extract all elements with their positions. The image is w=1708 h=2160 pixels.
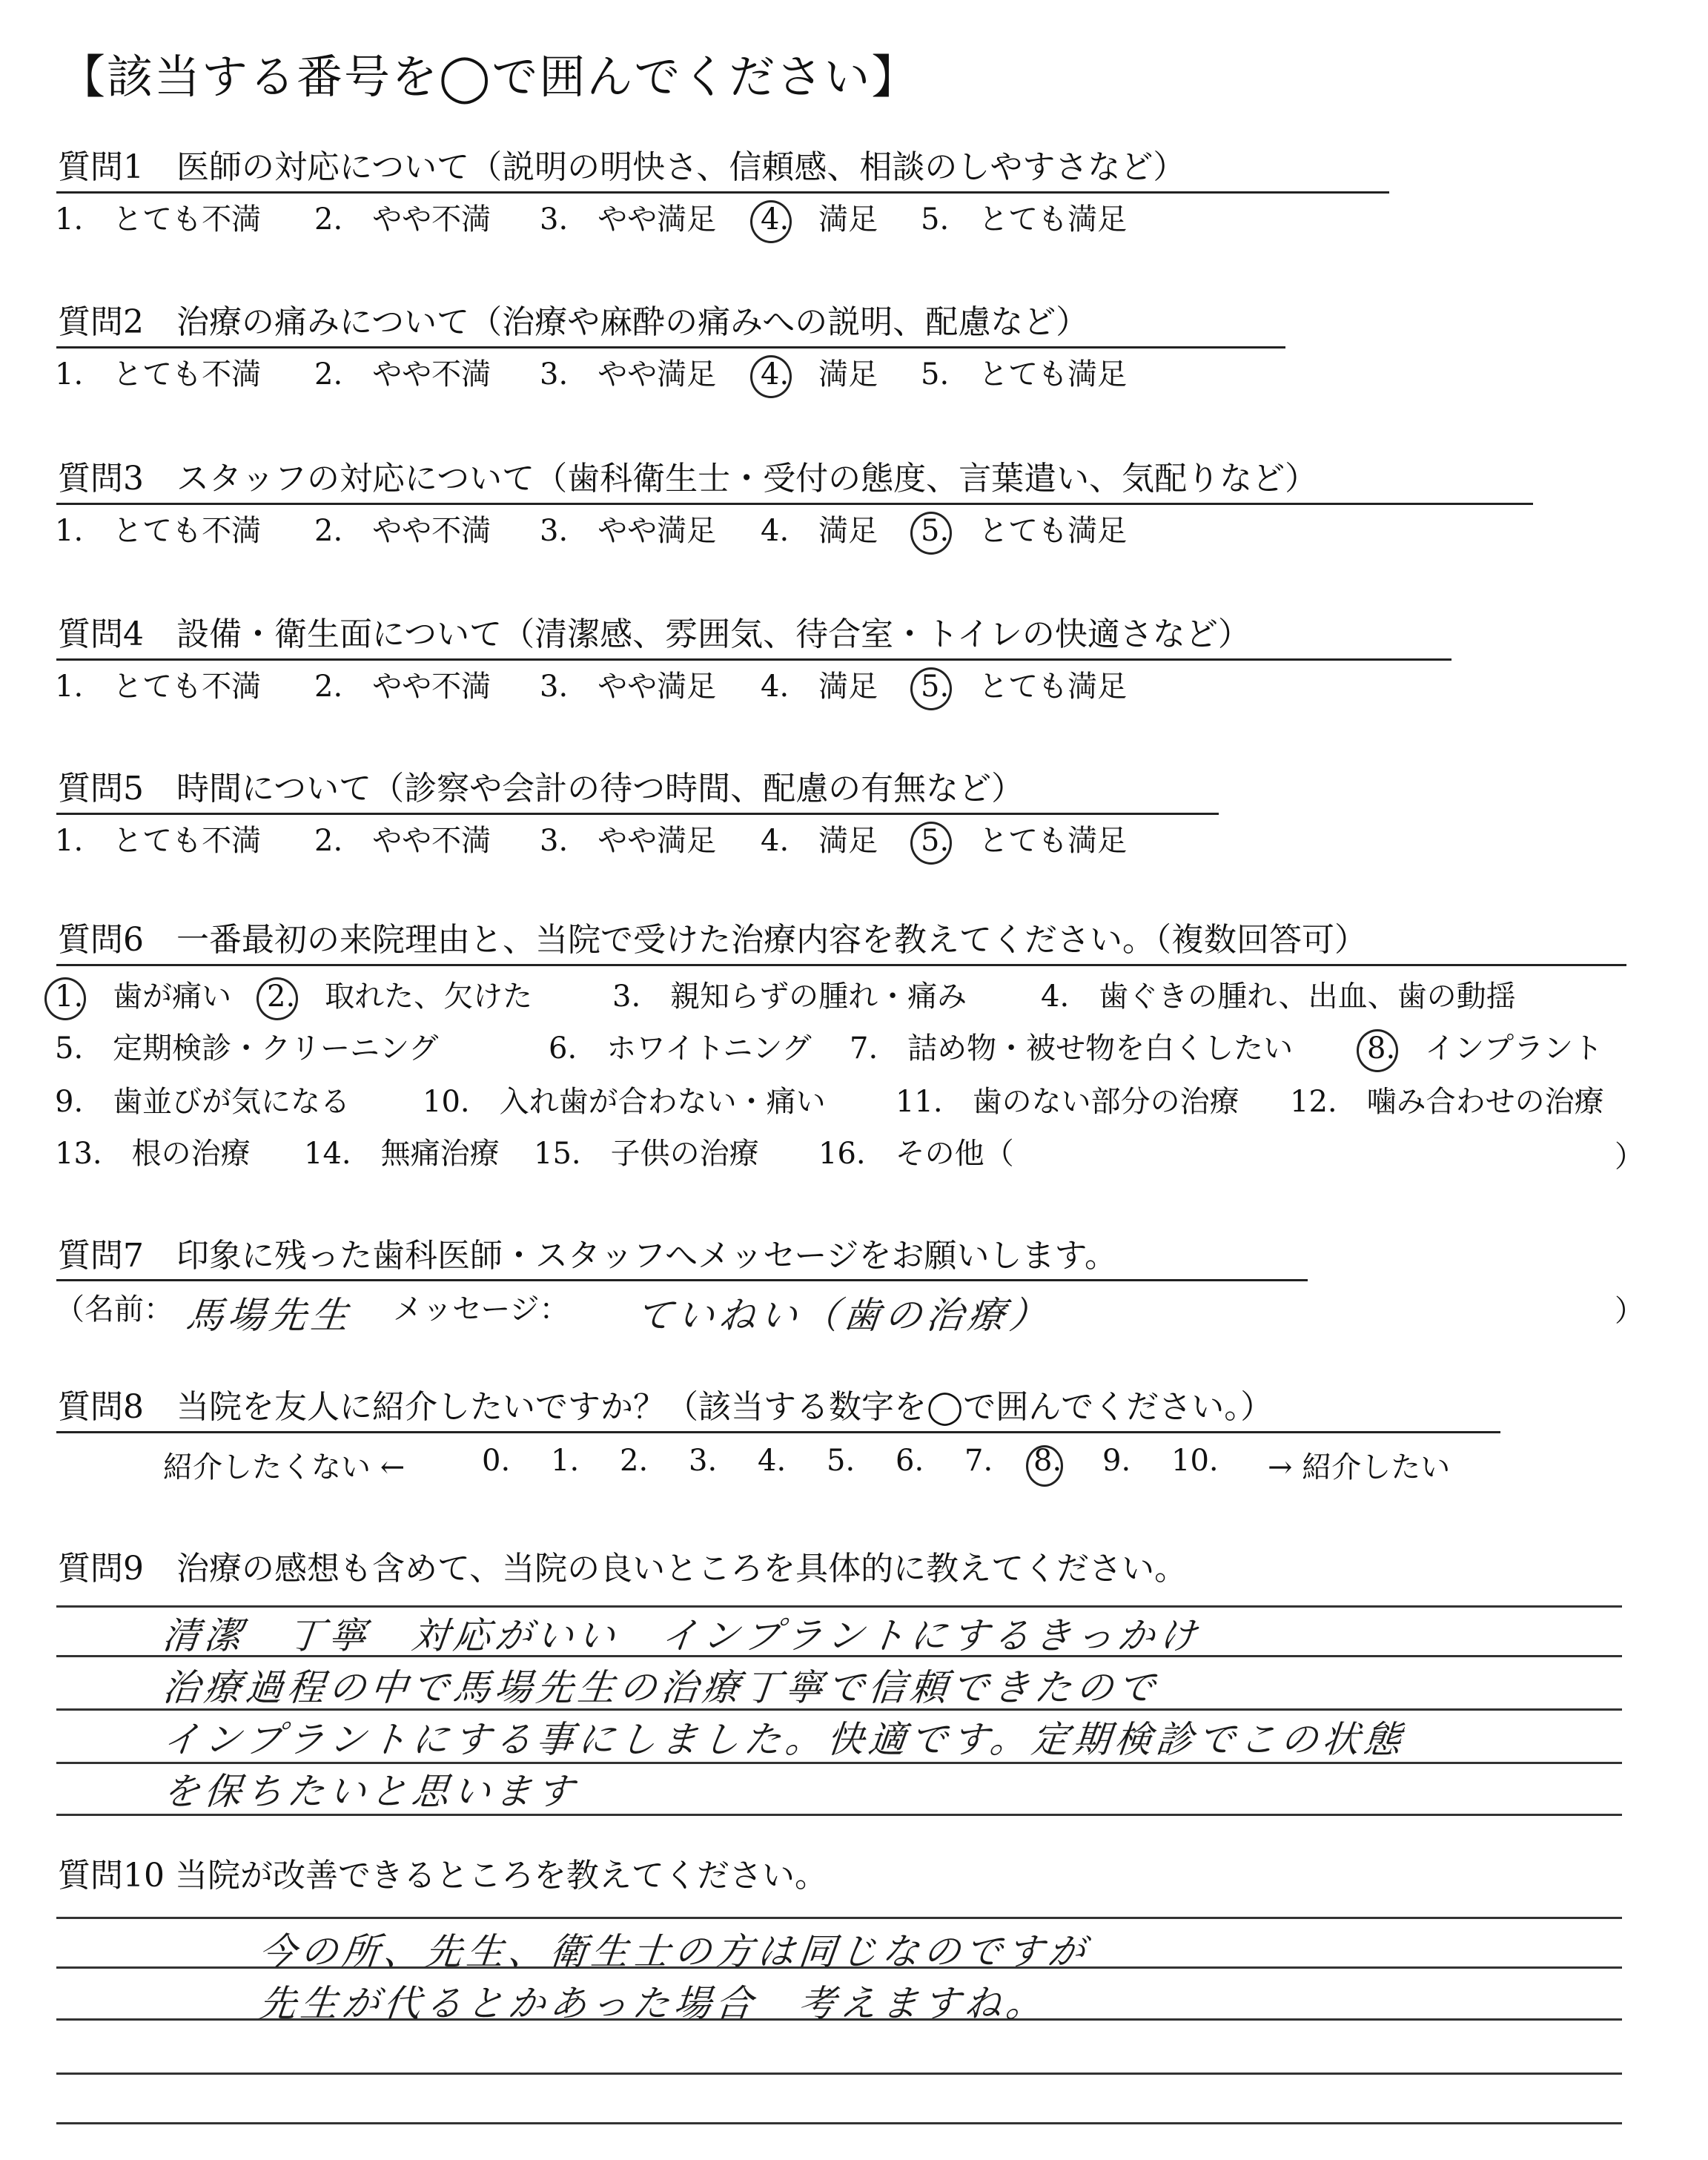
question-1-options [55,199,1241,240]
q6-option-6[interactable]: 6. ホワイトニング [549,1031,812,1066]
question-4-label: 質問4 設備・衛生面について（清潔感、雰囲気、待合室・トイレの快適さなど） [58,615,1251,653]
q5-option-5[interactable]: 5. とても満足 [921,820,1127,862]
q6-option-15[interactable]: 15. 子供の治療 [534,1137,759,1171]
q1-option-1[interactable]: 1. とても不満 [55,202,262,237]
recommend-score-7[interactable]: 7. [964,1444,993,1478]
q4-option-1[interactable]: 1. とても不満 [55,670,262,704]
q3-option-4[interactable]: 4. 満足 [761,514,878,548]
q3-option-5[interactable]: 5. とても満足 [921,510,1127,552]
q4-option-5[interactable]: 5. とても満足 [921,666,1127,707]
q10-rule-0 [56,1917,1622,1919]
q3-option-3[interactable]: 3. やや満足 [540,514,717,548]
q9-answer-line-3[interactable]: インプラントにする事にしました。快適です。定期検診でこの状態 [160,1718,1408,1761]
q2-option-1[interactable]: 1. とても不満 [55,357,262,392]
q7-name-value[interactable]: 馬場先生 [184,1294,355,1337]
q4-option-4[interactable]: 4. 満足 [761,670,878,704]
q6-options-row-1 [55,976,1641,1017]
recommend-score-5[interactable]: 5. [827,1444,855,1478]
q2-option-3[interactable]: 3. やや満足 [540,357,717,392]
question-2-label: 質問2 治療の痛みについて（治療や麻酔の痛みへの説明、配慮など） [58,303,1089,341]
q6-options-row-3 [55,1081,1641,1123]
q6-option-14[interactable]: 14. 無痛治療 [304,1137,500,1171]
q6-option-3[interactable]: 3. 親知らずの腫れ・痛み [612,980,967,1014]
q6-option-4[interactable]: 4. 歯ぐきの腫れ、出血、歯の動揺 [1041,980,1516,1014]
q6-options-row-4 [55,1133,1641,1175]
recommend-scale [163,1444,1497,1488]
recommend-score-10[interactable]: 10. [1171,1444,1219,1478]
question-7-underline [56,1279,1308,1281]
q1-option-4[interactable]: 4. 満足 [761,199,878,240]
q3-option-2[interactable]: 2. やや不満 [314,514,491,548]
question-4-options [55,666,1241,707]
q6-option-2[interactable]: 2. 取れた、欠けた [267,976,532,1017]
q6-option-8[interactable]: 8. インプラント [1367,1028,1603,1069]
q6-options-row-2 [55,1028,1641,1069]
question-6-label: 質問6 一番最初の来院理由と、当院で受けた治療内容を教えてください。（複数回答可） [58,921,1367,959]
q5-option-4[interactable]: 4. 満足 [761,824,878,858]
q6-option-7[interactable]: 7. 詰め物・被せ物を白くしたい [850,1031,1294,1066]
q6-option-12[interactable]: 12. 噛み合わせの治療 [1290,1085,1604,1119]
q6-option-11[interactable]: 11. 歯のない部分の治療 [896,1085,1239,1119]
question-3-underline [56,503,1533,505]
question-9-label: 質問9 治療の感想も含めて、当院の良いところを具体的に教えてください。 [58,1550,1188,1588]
recommend-score-2[interactable]: 2. [620,1444,649,1478]
question-3-options [55,510,1241,552]
q2-option-5[interactable]: 5. とても満足 [921,357,1128,392]
question-3-label: 質問3 スタッフの対応について（歯科衛生士・受付の態度、言葉遣い、気配りなど） [58,460,1318,498]
q1-option-3[interactable]: 3. やや満足 [540,202,717,237]
question-5-underline [56,813,1219,815]
q4-option-2[interactable]: 2. やや不満 [314,670,491,704]
q10-answer-line-2[interactable]: 先生が代るとかあった場合 考えますね。 [256,1982,1050,2025]
recommend-score-6[interactable]: 6. [896,1444,924,1478]
recommend-score-4[interactable]: 4. [758,1444,787,1478]
recommend-score-9[interactable]: 9. [1102,1444,1131,1478]
q2-option-4[interactable]: 4. 満足 [761,354,878,395]
recommend-score-3[interactable]: 3. [689,1444,718,1478]
q5-option-3[interactable]: 3. やや満足 [540,824,717,858]
recommend-score-0[interactable]: 0. [482,1444,511,1478]
question-2-options [55,354,1241,395]
q7-name-label: （名前： [55,1292,173,1327]
q10-rule-3 [56,2073,1622,2075]
question-8-label: 質問8 当院を友人に紹介したいですか？（該当する数字を◯で囲んでください。） [58,1388,1274,1426]
question-4-underline [56,658,1452,661]
q7-close-paren: ） [1615,1294,1644,1328]
q6-other-close-paren: ） [1615,1140,1644,1174]
q7-message-value[interactable]: ていねい（歯の治療） [633,1294,1053,1337]
question-7-label: 質問7 印象に残った歯科医師・スタッフへメッセージをお願いします。 [58,1237,1117,1275]
recommend-score-1[interactable]: 1. [551,1444,580,1478]
question-8-underline [56,1431,1500,1433]
recommend-scale-left-label: 紹介したくない ← [163,1450,406,1484]
recommend-score-8[interactable]: 8. [1033,1444,1062,1478]
q7-message-label: メッセージ： [393,1292,569,1327]
q9-answer-line-1[interactable]: 清潔 丁寧 対応がいい インプラントにするきっかけ [160,1614,1203,1657]
recommend-scale-right-label: → 紹介したい [1268,1450,1451,1484]
page-title: 【該当する番号を◯で囲んでください】 [59,50,919,104]
q6-option-16[interactable]: 16. その他（ [818,1137,1014,1171]
q4-option-3[interactable]: 3. やや満足 [540,670,717,704]
q6-option-5[interactable]: 5. 定期検診・クリーニング [55,1031,439,1066]
question-5-label: 質問5 時間について（診察や会計の待つ時間、配慮の有無など） [58,770,1025,807]
q9-answer-line-4[interactable]: を保ちたいと思います [160,1770,580,1813]
q1-option-5[interactable]: 5. とても満足 [921,202,1128,237]
q6-option-9[interactable]: 9. 歯並びが気になる [55,1085,351,1119]
q10-rule-4 [56,2122,1622,2124]
question-1-label: 質問1 医師の対応について（説明の明快さ、信頼感、相談のしやすさなど） [58,148,1186,186]
q5-option-1[interactable]: 1. とても不満 [55,824,262,858]
question-10-label: 質問10 当院が改善できるところを教えてください。 [58,1857,827,1895]
q6-option-13[interactable]: 13. 根の治療 [55,1137,251,1171]
question-2-underline [56,346,1285,349]
q6-option-10[interactable]: 10. 入れ歯が合わない・痛い [423,1085,826,1119]
question-1-underline [56,191,1389,194]
question-5-options [55,820,1241,862]
q5-option-2[interactable]: 2. やや不満 [314,824,491,858]
q10-answer-line-1[interactable]: 今の所、先生、衛生士の方は同じなのですが [256,1930,1092,1973]
q3-option-1[interactable]: 1. とても不満 [55,514,262,548]
q9-answer-line-2[interactable]: 治療過程の中で馬場先生の治療丁寧で信頼できたので [160,1666,1162,1709]
question-6-underline [56,964,1626,966]
q1-option-2[interactable]: 2. やや不満 [314,202,491,237]
q2-option-2[interactable]: 2. やや不満 [314,357,491,392]
q6-option-1[interactable]: 1. 歯が痛い [55,976,231,1017]
